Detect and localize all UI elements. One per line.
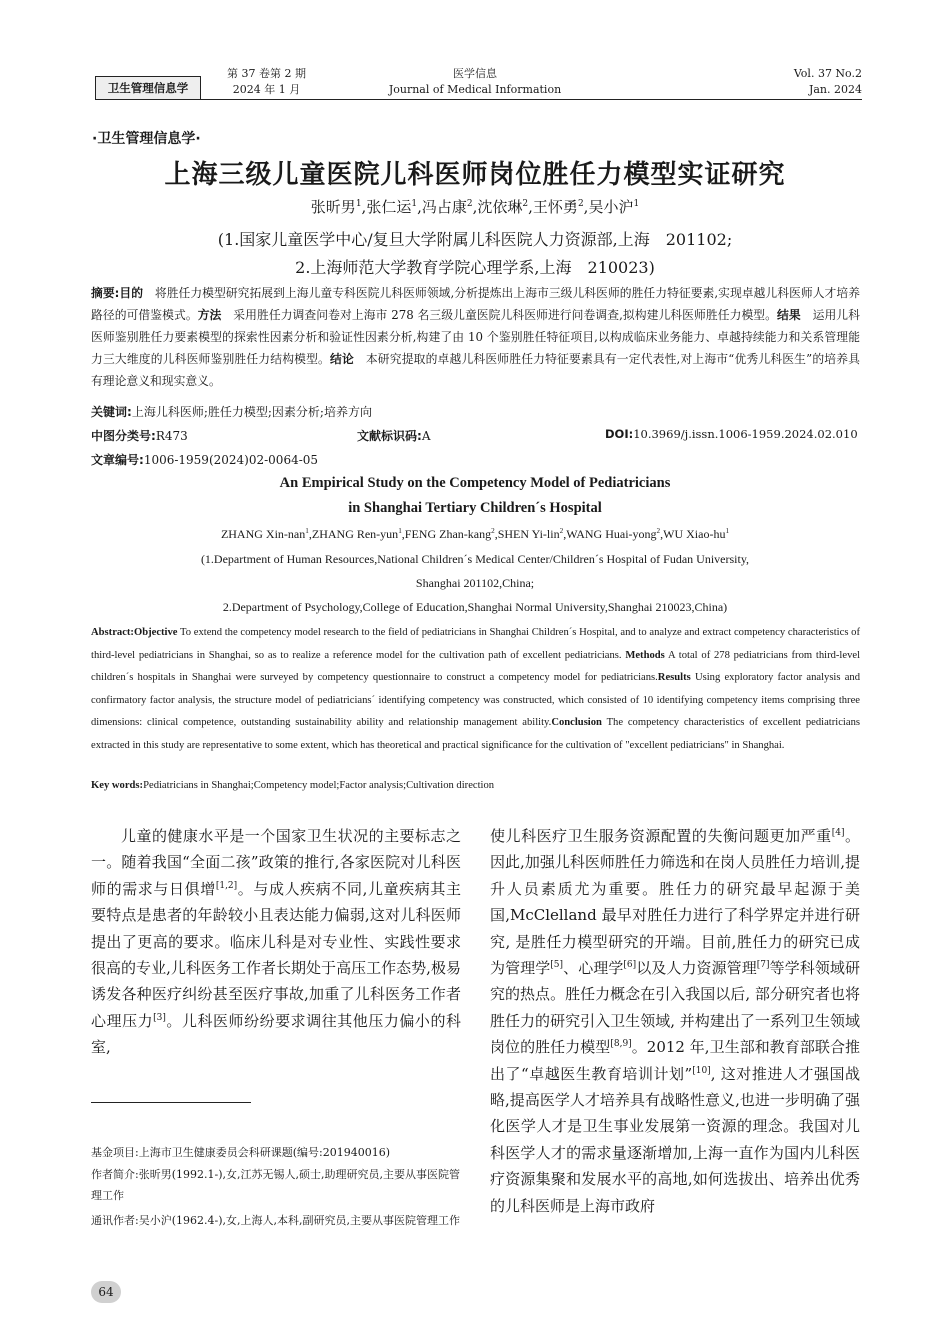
- footnote-rule: [91, 1102, 251, 1103]
- affiliation-cn-line2: 2.上海师范大学教育学院心理学系,上海 210023): [295, 258, 655, 277]
- keywords-cn: 关键词:上海儿科医师;胜任力模型;因素分析;培养方向: [91, 405, 372, 419]
- journal-name: [375, 66, 575, 98]
- keywords-en: Key words:Pediatricians in Shanghai;Competency model;Factor analysis;Cultivation direction: [91, 780, 495, 791]
- affiliation-en-line2: Shanghai 201102,China;: [415, 576, 535, 590]
- footnote-fund: 基金项目:上海市卫生健康委员会科研课题(编号:201940016): [91, 1146, 390, 1159]
- page-number: 64: [91, 1281, 121, 1303]
- journal-name-cn: 医学信息: [453, 67, 497, 80]
- affiliation-cn-line1: (1.国家儿童医学中心/复旦大学附属儿科医院人力资源部,上海 201102;: [217, 230, 733, 249]
- authors-cn: 张昕男$^1$,张仁运$^1$,冯占康$^2$,沈依琳$^2$,王怀勇$^2$,吴小沪$^1$: [310, 198, 640, 216]
- author-name: 张仁运: [366, 198, 412, 216]
- author-name: 张昕男: [310, 198, 356, 216]
- issue-info: [219, 66, 314, 98]
- article-title-en-line1: An Empirical Study on the Competency Model of Pediatricians: [279, 475, 671, 491]
- article-number: 文章编号:1006-1959(2024)02-0064-05: [91, 453, 319, 467]
- issue-info-en: [760, 66, 862, 98]
- doi: DOI:10.3969/j.issn.1006-1959.2024.02.010: [605, 427, 858, 441]
- author-name: 沈依琳: [477, 198, 523, 216]
- author-name: 王怀勇: [532, 198, 578, 216]
- article-title-cn: 上海三级儿童医院儿科医师岗位胜任力模型实证研究: [164, 160, 786, 190]
- body-column-left: 儿童的健康水平是一个国家卫生状况的主要标志之一。随着我国“全面二孩”政策的推行,各家医院对儿科医师的需求与日俱增[1,2]。与成人疾病不同,儿童疾病其主要特点是患者的年龄较小且表达能力偏弱,这对儿科医师提出了更高的要求。临床儿科是对专业性、实践性要求很高的专业,儿科医务工作者长期处于高压工作态势,极易诱发各种医疗纠纷甚至医疗事故,加重了儿科医务工作者心理压力[3]。儿科医师纷纷要求调往其他压力偏小的科室,: [91, 827, 461, 1057]
- author-name: 冯占康: [421, 198, 467, 216]
- journal-name-en: Journal of Medical Information: [388, 83, 562, 96]
- document-code: 文献标识码:A: [357, 429, 431, 443]
- header-rule: [95, 99, 862, 100]
- affiliation-en-line3: 2.Department of Psychology,College of Education,Shanghai Normal University,Shanghai 210023,China): [222, 600, 728, 614]
- author-name: 吴小沪: [588, 198, 634, 216]
- issue-date-en: Jan. 2024: [808, 83, 862, 96]
- abstract-cn: 摘要:目的 将胜任力模型研究拓展到上海儿童专科医院儿科医师领域,分析提炼出上海市三级儿科医师的胜任力特征要素,实现卓越儿科医师人才培养路径的可借鉴模式。方法 采用胜任力调查问卷对上海市 278 名三级儿童医院儿科医师进行问卷调查,拟构建儿科医师胜任力模型。结果 运用儿科医师鉴别胜任力要素模型的探索性因素分析和验证性因素分析,构建了由 10 个鉴别胜任特征项目,以构成临床业务能力、卓越持续能力和关系管理能力三大维度的儿科医师鉴别胜任力结构模型。结论 本研究提取的卓越儿科医师胜任力特征要素具有一定代表性,对上海市“优秀儿科医生”的培养具有理论意义和现实意义。: [91, 286, 860, 388]
- affiliation-en-line1: (1.Department of Human Resources,National Children´s Medical Center/Children´s Hospital of Fudan University,: [200, 552, 750, 566]
- issue-volume-en: Vol. 37 No.2: [793, 67, 862, 80]
- journal-column-badge: 卫生管理信息学: [95, 76, 201, 100]
- abstract-label: 摘要:: [91, 286, 120, 300]
- issue-date: 2024 年 1 月: [232, 83, 301, 96]
- authors-en: ZHANG Xin-nan$^1$,ZHANG Ren-yun$^1$,FENG Zhan-kang$^2$,SHEN Yi-lin$^2$,WANG Huai-yong$^2$,WU Xiao-$hu^1$: [220, 527, 730, 541]
- abstract-en: Abstract:Objective To extend the competency model research to the field of pediatricians in Shanghai Children´s Hospital, and to analyze and extract competency characteristics of third-level pediatricians in Shanghai, so as to realize a reference model for the cultivation path of excellent pediatricians. Methods A total of 278 pediatricians from third-level children´s hospitals in Shanghai were surveyed by competency questionnaire to construct a competency model for pediatricians.Results Using exploratory factor analysis and confirmatory factor analysis, the structure model of pediatricians´ identifying competency was constructed, which consisted of 10 identifying competency items comprising three dimensions: clinical competence, outstanding sustainability ability and relationship management ability.Conclusion The competency characteristics of excellent pediatricians extracted in this study are representative to some extent, which has theoretical and practical significance for the cultivation of "excellent pediatricians" in Shanghai.: [91, 627, 861, 751]
- body-column-right: 使儿科医疗卫生服务资源配置的失衡问题更加严重[4]。因此,加强儿科医师胜任力筛选和在岗人员胜任力培训,提升人员素质尤为重要。胜任力的研究最早起源于美国,McClelland 最早对胜任力进行了科学界定并进行研究, 是胜任力模型研究的开端。目前,胜任力的研究已成为管理学[5]、心理学[6]以及人力资源管理[7]等学科领域研究的热点。胜任力概念在引入我国以后, 部分研究者也将胜任力的研究引入卫生领域, 并构建出了一系列卫生领域岗位的胜任力模型[8,9]。2012 年,卫生部和教育部联合推出了“卓越医生教育培训计划”[10], 这对推进人才强国战略,提高医学人才培养具有战略性意义,也进一步明确了强化医学人才是卫生事业发展第一资源的理念。我国对儿科医学人才的需求量逐渐增加,上海一直作为国内儿科医疗资源集聚和发展水平的高地,如何选拔出、培养出优秀的儿科医师是上海市政府: [490, 827, 860, 1215]
- footnote-author: 作者简介:张昕男(1992.1-),女,江苏无锡人,硕士,助理研究员,主要从事医院管理工作: [91, 1168, 460, 1202]
- section-label: ·卫生管理信息学·: [92, 131, 201, 147]
- footnote-corresponding: 通讯作者:吴小沪(1962.4-),女,上海人,本科,副研究员,主要从事医院管理工作: [91, 1214, 460, 1227]
- issue-volume: 第 37 卷第 2 期: [227, 67, 306, 80]
- classification-number: 中图分类号:R473: [91, 429, 188, 443]
- article-title-en-line2: in Shanghai Tertiary Children´s Hospital: [348, 500, 602, 516]
